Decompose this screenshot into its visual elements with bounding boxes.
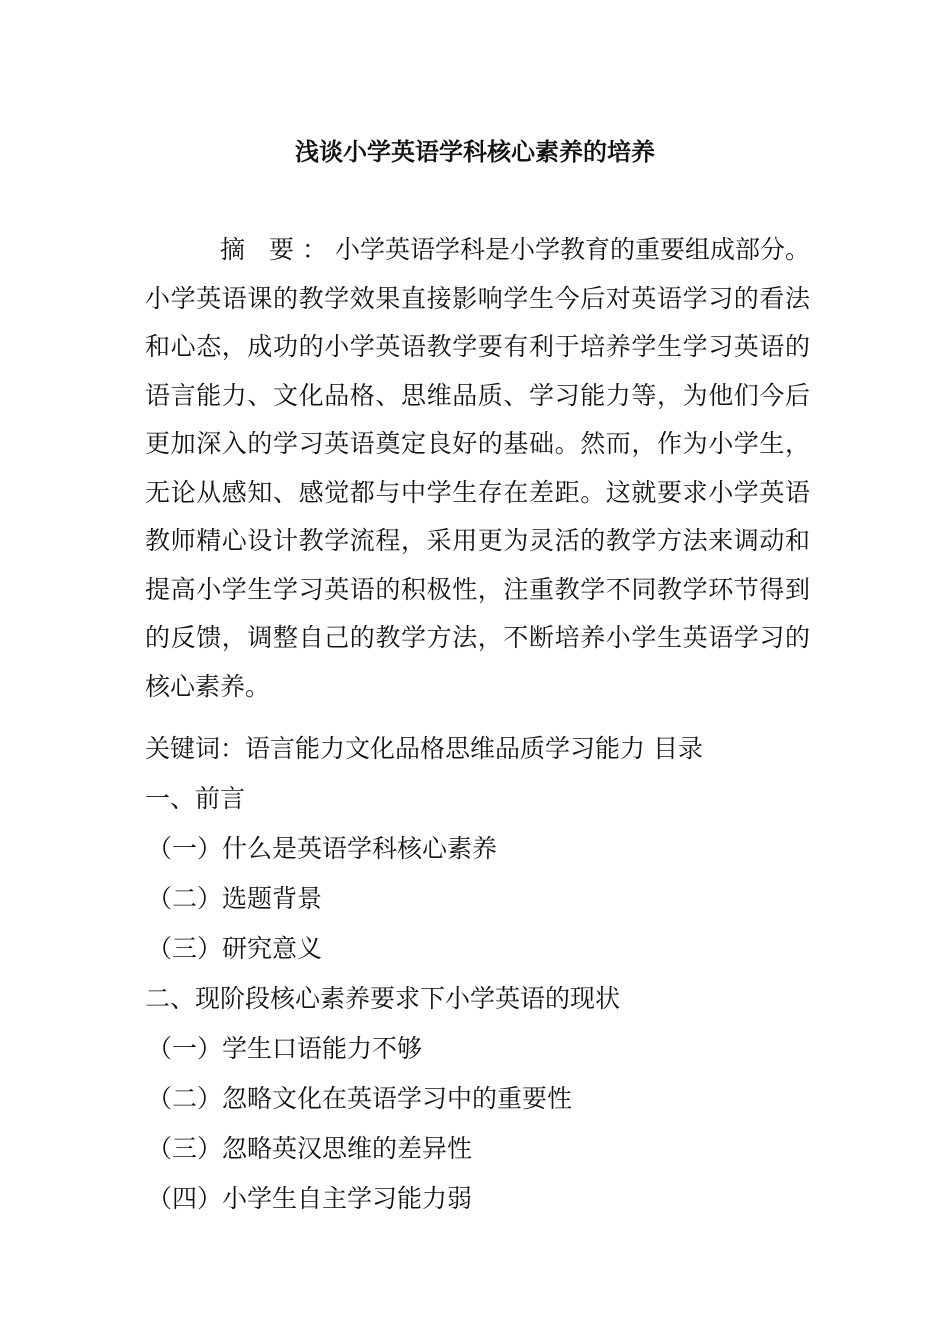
keywords-line: 关键词：语言能力文化品格思维品质学习能力 目录: [145, 734, 703, 763]
toc-item-2-2: （二）忽略文化在英语学习中的重要性: [147, 1084, 573, 1113]
abstract-paragraph: [145, 226, 810, 711]
toc-item-2-1: （一）学生口语能力不够: [147, 1034, 423, 1063]
toc-item-2-3: （三）忽略英汉思维的差异性: [147, 1134, 473, 1163]
toc-item-1-1: （一）什么是英语学科核心素养: [147, 834, 498, 863]
toc-item-2-4: （四）小学生自主学习能力弱: [147, 1184, 473, 1213]
toc-item-1-2: （二）选题背景: [147, 884, 323, 913]
abstract-text: 小学英语学科是小学教育的重要组成部分。小学英语课的教学效果直接影响学生今后对英语学习的看法和心态，成功的小学英语教学要有利于培养学生学习英语的语言能力、文化品格、思维品质、学习能力等，为他们今后更加深入的学习英语奠定良好的基础。然而，作为小学生，无论从感知、感觉都与中学生存在差距。这就要求小学英语教师精心设计教学流程，采用更为灵活的教学方法来调动和提高小学生学习英语的积极性，注重教学不同教学环节得到的反馈，调整自己的教学方法，不断培养小学生英语学习的核心素养。: [145, 235, 810, 701]
document-title: 浅谈小学英语学科核心素养的培养: [295, 137, 655, 166]
toc-heading-1: 一、前言: [145, 784, 246, 813]
abstract-label: 摘 要：: [220, 235, 335, 264]
toc-item-1-3: （三）研究意义: [147, 934, 323, 963]
toc-heading-2: 二、现阶段核心素养要求下小学英语的现状: [145, 984, 621, 1013]
toc-list: [145, 724, 825, 1224]
